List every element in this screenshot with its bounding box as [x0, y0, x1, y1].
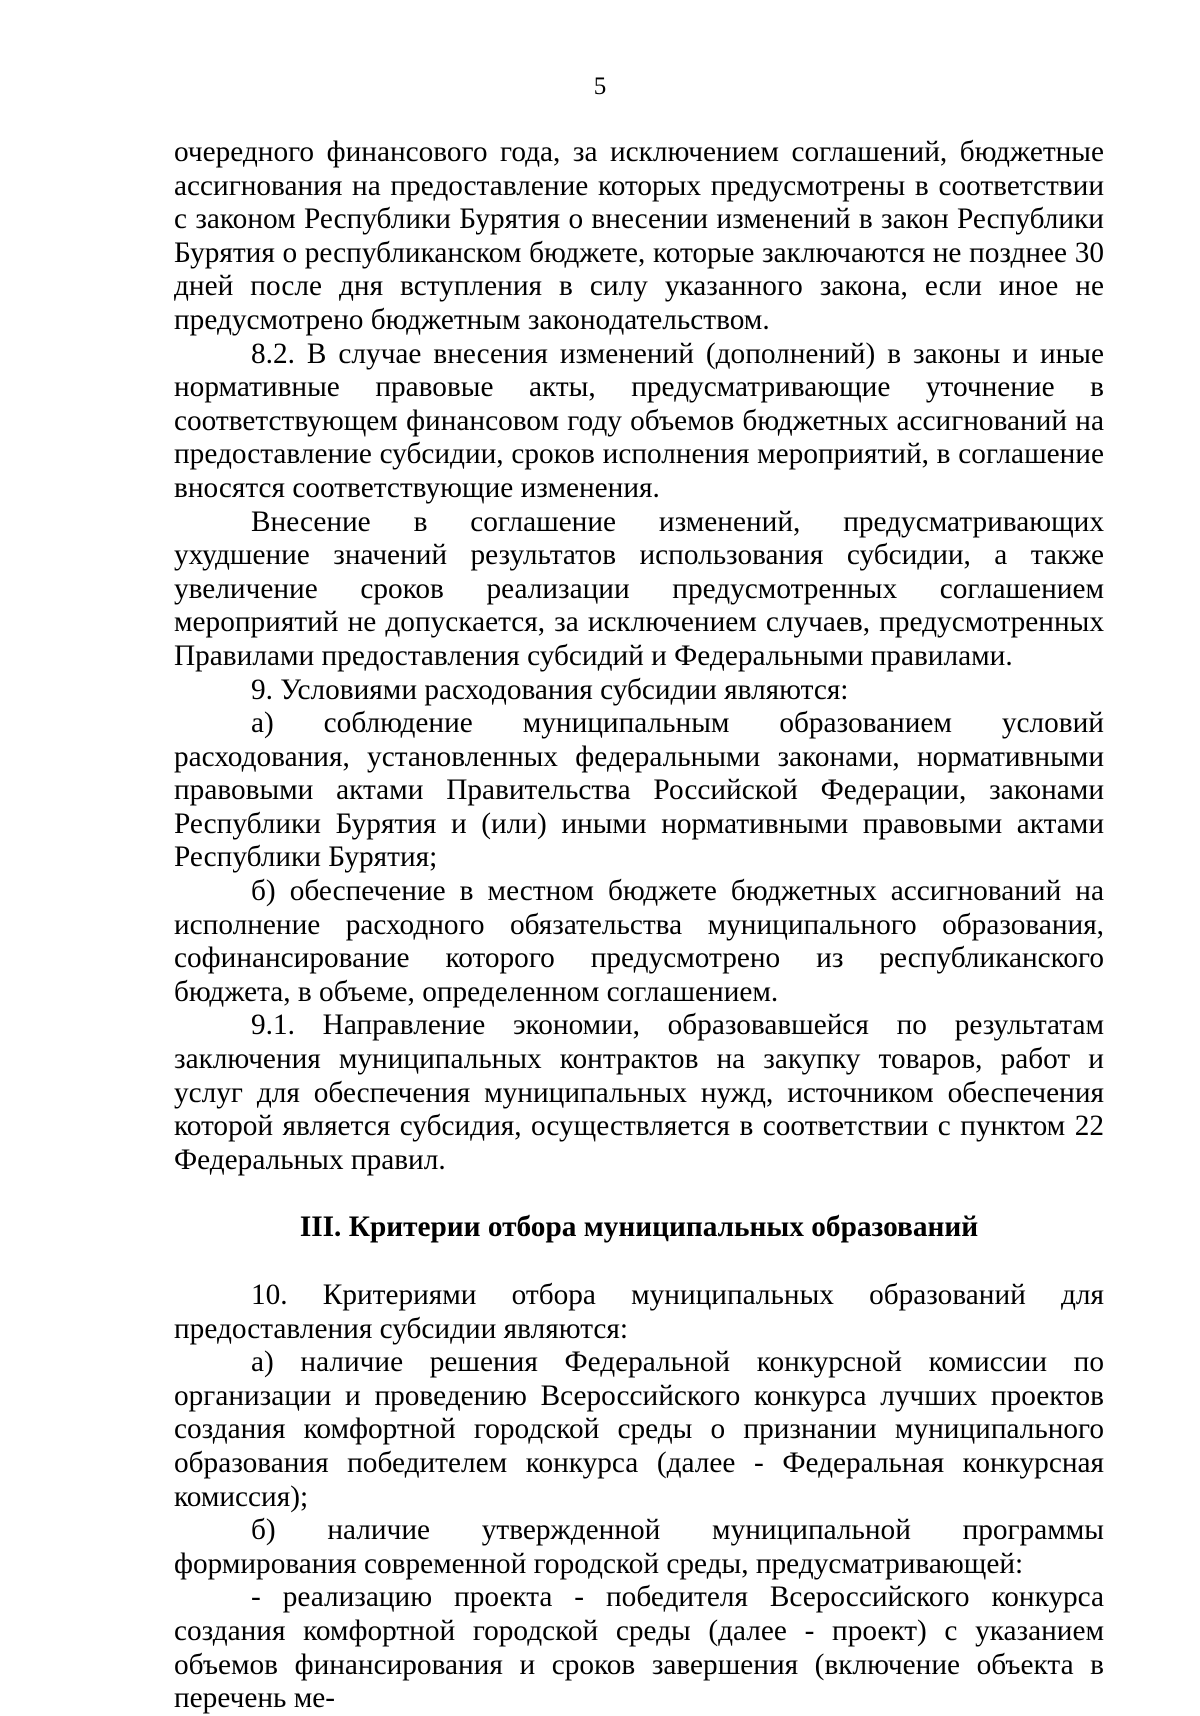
- paragraph: а) наличие решения Федеральной конкурсной комиссии по организации и проведению Всероссийского конкурса лучших проектов создания комфортной городской среды о признании муниципального образования победителем конкурса (далее - Федеральная конкурсная комиссия);: [174, 1346, 1104, 1513]
- paragraph: 9. Условиями расходования субсидии являются:: [251, 673, 849, 706]
- paragraph: а) соблюдение муниципальным образованием условий расходования, установленных федеральными законами, нормативными правовыми актами Правительства Российской Федерации, законами Республики Бурятия и (или) иными нормативными правовыми актами Республики Бурятия;: [174, 707, 1104, 874]
- paragraph: - реализацию проекта - победителя Всероссийского конкурса создания комфортной городской среды (далее - проект) с указанием объемов финансирования и сроков завершения (включение объекта в перечень ме-: [174, 1581, 1104, 1715]
- paragraph: б) наличие утвержденной муниципальной программы формирования современной городской среды, предусматривающей:: [174, 1514, 1104, 1580]
- paragraph: б) обеспечение в местном бюджете бюджетных ассигнований на исполнение расходного обязательства муниципального образования, софинансирование которого предусмотрено из республиканского бюджета, в объеме, определенном соглашением.: [174, 875, 1104, 1008]
- document-body: [174, 136, 1104, 1716]
- paragraph: 10. Критериями отбора муниципальных образований для предоставления субсидии являются:: [174, 1279, 1104, 1345]
- paragraph: Внесение в соглашение изменений, предусматривающих ухудшение значений результатов использования субсидии, а также увеличение сроков реализации предусмотренных соглашением мероприятий не допускается, за исключением случаев, предусмотренных Правилами предоставления субсидий и Федеральными правилами.: [174, 505, 1104, 672]
- section-heading: III. Критерии отбора муниципальных образований: [299, 1211, 979, 1244]
- paragraph: 8.2. В случае внесения изменений (дополнений) в законы и иные нормативные правовые акты, предусматривающие уточнение в соответствующем финансовом году объемов бюджетных ассигнований на предоставление субсидии, сроков исполнения мероприятий, в соглашение вносятся соответствующие изменения.: [174, 337, 1104, 504]
- paragraph: очередного финансового года, за исключением соглашений, бюджетные ассигнования на предоставление которых предусмотрены в соответствии с законом Республики Бурятия о внесении изменений в закон Республики Бурятия о республиканском бюджете, которые заключаются не позднее 30 дней после дня вступления в силу указанного закона, если иное не предусмотрено бюджетным законодательством.: [174, 136, 1104, 336]
- page-number: 5: [593, 73, 607, 100]
- paragraph: 9.1. Направление экономии, образовавшейся по результатам заключения муниципальных контрактов на закупку товаров, работ и услуг для обеспечения муниципальных нужд, источником обеспечения которой является субсидия, осуществляется в соответствии с пунктом 22 Федеральных правил.: [174, 1009, 1104, 1176]
